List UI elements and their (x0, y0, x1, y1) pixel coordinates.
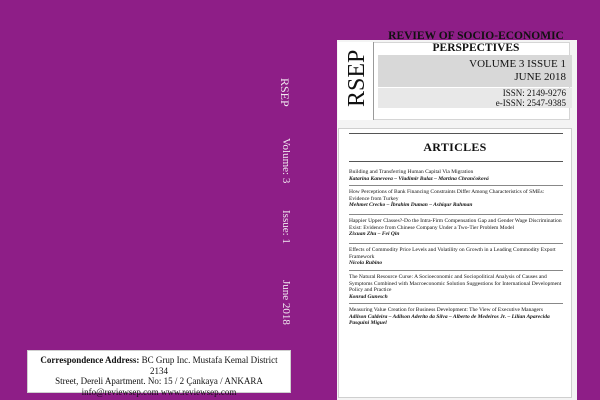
article-divider (349, 243, 563, 244)
top-divider (349, 133, 563, 134)
article-title: Measuring Value Creation for Business Development: The View of Executive Managers (349, 307, 543, 313)
address-line-1 (34, 355, 284, 376)
journal-title (378, 27, 574, 54)
issn: ISSN: 2149-9276 (502, 88, 566, 98)
volume-issue: VOLUME 3 ISSUE 1 (469, 58, 566, 70)
article-title: The Natural Resource Curse: A Socioeconomic and Sociopolitical Analysis of Causes and Symptoms Combined with Macroeconomic Solution Suggestions for International Development Policy and Practice (349, 274, 562, 293)
article-title: Building and Transferring Human Capital Via Migration (349, 169, 474, 175)
issue-date: JUNE 2018 (514, 71, 566, 83)
article-authors: Katarina Kanevova – Vladimir Balaz – Martina Chrančoková (349, 175, 489, 182)
article-divider (349, 270, 563, 271)
article-item (349, 218, 563, 238)
article-item (349, 307, 563, 327)
article-authors: Zixuan Zhu – Fei Qin (349, 231, 400, 237)
article-item (349, 189, 563, 209)
article-item (349, 247, 563, 267)
article-divider (349, 185, 563, 186)
address-line-1-text: BC Grup Inc. Mustafa Kemal District 2134 (139, 355, 278, 376)
article-divider (349, 303, 563, 304)
journal-title-line-1: REVIEW OF SOCIO-ECONOMIC (388, 30, 564, 42)
correspondence-address-box (27, 350, 291, 397)
articles-heading: ARTICLES (423, 140, 487, 154)
spine-date: June 2018 (280, 280, 292, 325)
spine-journal: RSEP (278, 78, 292, 107)
eissn: e-ISSN: 2547-9385 (495, 98, 566, 108)
spine-issue: Issue: 1 (280, 210, 292, 244)
spine (278, 70, 308, 340)
address-line-2: Street, Dereli Apartment. No: 15 / 2 Çankaya / ANKARA (55, 376, 263, 386)
article-title: How Perceptions of Bank Financing Constraints Differ Among Characteristics of SMEs: Evidence from Turkey (349, 189, 545, 202)
article-authors: Nicola Rubino (349, 260, 383, 266)
address-line-3: info@reviewsep.com www.reviewsep.com (81, 386, 237, 397)
article-item (349, 169, 563, 182)
heading-divider (349, 161, 563, 162)
article-item (349, 274, 563, 300)
cover-acronym: RSEP (344, 49, 370, 107)
spine-volume: Volume: 3 (280, 138, 292, 184)
acronym-block (338, 42, 374, 120)
article-divider (349, 214, 563, 215)
address-label: Correspondence Address: (40, 355, 140, 365)
article-authors: Adilson Caldeira – Adilson Aderito da Silva – Alberto de Medeiros Jr. – Lilian Aparecida Pasquini Miguel (349, 313, 550, 326)
article-title: Effects of Commodity Price Levels and Volatility on Growth in a Leading Commodity Export Framework (349, 247, 556, 260)
article-title: Happier Upper Classes?-Do the Intra-Firm Compensation Gap and Gender Wage Discrimination Exist: Evidence from Chinese Company Under a Two-Tier Problem Model (349, 218, 562, 231)
article-authors: Mehmet Crecko – İbrahim Duman – Ashiqur Rahman (349, 202, 473, 208)
issn-block (378, 88, 572, 108)
articles-panel (338, 128, 572, 398)
article-authors: Konrad Gunesch (349, 293, 388, 300)
journal-title-line-2: PERSPECTIVES (432, 42, 520, 54)
volume-block (378, 55, 572, 87)
